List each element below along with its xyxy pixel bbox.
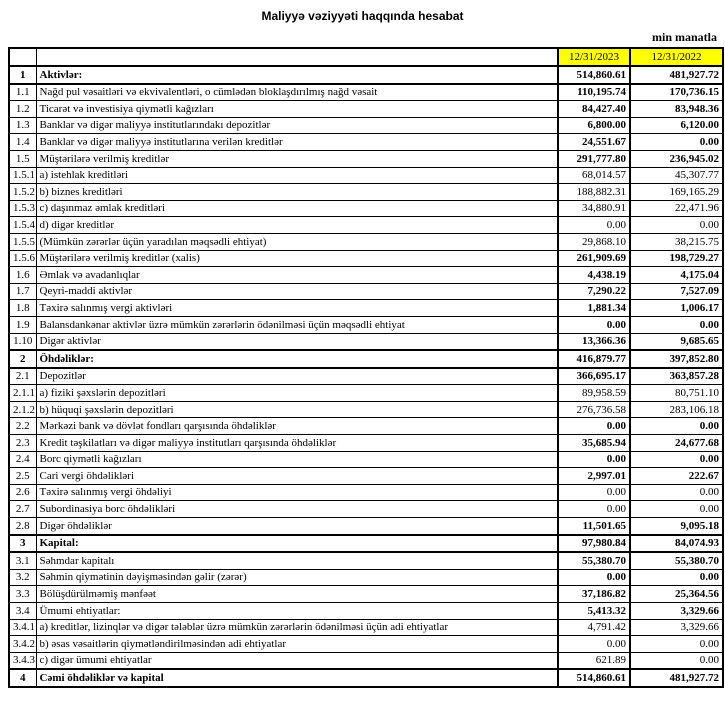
row-label: b) əsas vəsaitlərin qiymətləndirilməsindən adi ehtiyatlar <box>36 636 558 653</box>
row-label: Səhmdar kapitalı <box>36 552 558 569</box>
table-row <box>9 184 723 201</box>
table-row <box>9 468 723 485</box>
row-number: 3.2 <box>9 569 36 586</box>
row-number: 2.6 <box>9 484 36 501</box>
row-label: d) digər kreditlər <box>36 217 558 234</box>
row-number: 3.3 <box>9 586 36 603</box>
row-number: 1.2 <box>9 101 36 118</box>
header-label-cell <box>36 48 558 66</box>
value-2023: 68,014.57 <box>558 167 630 184</box>
value-2022: 0.00 <box>630 501 723 518</box>
row-label: a) kreditlər, lizinqlər və digər tələblər üzrə mümkün zərərlərin ödənilməsi üçün adi ehtiyatlar <box>36 619 558 636</box>
value-2023: 188,882.31 <box>558 184 630 201</box>
row-label: Ümumi ehtiyatlar: <box>36 603 558 620</box>
value-2022: 0.00 <box>630 134 723 151</box>
value-2023: 110,195.74 <box>558 84 630 101</box>
value-2023: 11,501.65 <box>558 518 630 535</box>
value-2023: 24,551.67 <box>558 134 630 151</box>
value-2023: 1,881.34 <box>558 300 630 317</box>
table-row <box>9 300 723 317</box>
table-row <box>9 619 723 636</box>
value-2022: 0.00 <box>630 451 723 468</box>
value-2023: 0.00 <box>558 484 630 501</box>
value-2022: 4,175.04 <box>630 267 723 284</box>
table-row <box>9 501 723 518</box>
row-label: b) biznes kreditləri <box>36 184 558 201</box>
row-number: 1.1 <box>9 84 36 101</box>
row-label: Səhmin qiymətinin dəyişməsindən gəlir (zərər) <box>36 569 558 586</box>
value-2023: 0.00 <box>558 217 630 234</box>
row-label: Təxirə salınmış vergi öhdəliyi <box>36 484 558 501</box>
value-2022: 481,927.72 <box>630 669 723 687</box>
value-2022: 3,329.66 <box>630 603 723 620</box>
table-row <box>9 586 723 603</box>
row-label: Müştərilərə verilmiş kreditlər (xalis) <box>36 250 558 267</box>
value-2023: 0.00 <box>558 569 630 586</box>
row-label: Mərkəzi bank və dövlət fondları qarşısında öhdəliklər <box>36 418 558 435</box>
value-2023: 13,366.36 <box>558 333 630 350</box>
value-2023: 7,290.22 <box>558 283 630 300</box>
value-2022: 24,677.68 <box>630 435 723 452</box>
column-header-2022: 12/31/2022 <box>630 48 723 66</box>
row-label: a) istehlak kreditləri <box>36 167 558 184</box>
value-2022: 80,751.10 <box>630 385 723 402</box>
table-row <box>9 669 723 687</box>
row-label: Borc qiymətli kağızları <box>36 451 558 468</box>
row-label: Müştərilərə verilmiş kreditlər <box>36 150 558 167</box>
row-number: 2.5 <box>9 468 36 485</box>
row-number: 4 <box>9 669 36 687</box>
row-number: 3.4.2 <box>9 636 36 653</box>
row-label: Cəmi öhdəliklər və kapital <box>36 669 558 687</box>
row-label: Təxirə salınmış vergi aktivləri <box>36 300 558 317</box>
value-2023: 366,695.17 <box>558 368 630 385</box>
row-label: Öhdəliklər: <box>36 350 558 368</box>
value-2022: 481,927.72 <box>630 66 723 84</box>
value-2022: 363,857.28 <box>630 368 723 385</box>
header-number-cell <box>9 48 36 66</box>
financial-position-table <box>8 47 724 688</box>
table-row <box>9 401 723 418</box>
table-row <box>9 66 723 84</box>
value-2023: 2,997.01 <box>558 468 630 485</box>
row-number: 1.6 <box>9 267 36 284</box>
value-2022: 7,527.09 <box>630 283 723 300</box>
row-label: Digər öhdəliklər <box>36 518 558 535</box>
value-2022: 9,095.18 <box>630 518 723 535</box>
row-number: 1.7 <box>9 283 36 300</box>
row-number: 1.5.5 <box>9 233 36 250</box>
table-row <box>9 167 723 184</box>
row-number: 1.4 <box>9 134 36 151</box>
row-label: c) daşınmaz əmlak kreditləri <box>36 200 558 217</box>
row-number: 1.10 <box>9 333 36 350</box>
row-number: 2 <box>9 350 36 368</box>
value-2023: 4,438.19 <box>558 267 630 284</box>
row-label: Banklar və digər maliyyə institutlarındakı depozitlər <box>36 117 558 134</box>
table-row <box>9 350 723 368</box>
row-number: 1.8 <box>9 300 36 317</box>
value-2023: 514,860.61 <box>558 669 630 687</box>
value-2023: 621.89 <box>558 652 630 669</box>
table-row <box>9 552 723 569</box>
value-2022: 236,945.02 <box>630 150 723 167</box>
value-2023: 37,186.82 <box>558 586 630 603</box>
row-number: 3.4.3 <box>9 652 36 669</box>
table-row <box>9 603 723 620</box>
row-label: Aktivlər: <box>36 66 558 84</box>
row-number: 1.5.6 <box>9 250 36 267</box>
row-number: 3.1 <box>9 552 36 569</box>
table-row <box>9 418 723 435</box>
value-2023: 35,685.94 <box>558 435 630 452</box>
value-2022: 6,120.00 <box>630 117 723 134</box>
row-number: 1.9 <box>9 316 36 333</box>
table-row <box>9 283 723 300</box>
value-2022: 1,006.17 <box>630 300 723 317</box>
value-2023: 261,909.69 <box>558 250 630 267</box>
value-2022: 222.67 <box>630 468 723 485</box>
row-label: Ticarət və investisiya qiymətli kağızları <box>36 101 558 118</box>
value-2023: 276,736.58 <box>558 401 630 418</box>
value-2023: 55,380.70 <box>558 552 630 569</box>
value-2022: 0.00 <box>630 418 723 435</box>
column-header-2023: 12/31/2023 <box>558 48 630 66</box>
page-title: Maliyyə vəziyyəti haqqında hesabat <box>261 9 464 23</box>
value-2023: 4,791.42 <box>558 619 630 636</box>
value-2022: 83,948.36 <box>630 101 723 118</box>
value-2023: 84,427.40 <box>558 101 630 118</box>
table-row <box>9 101 723 118</box>
row-number: 1.5 <box>9 150 36 167</box>
row-label: Depozitlər <box>36 368 558 385</box>
row-number: 1.3 <box>9 117 36 134</box>
value-2022: 25,364.56 <box>630 586 723 603</box>
row-number: 3 <box>9 535 36 553</box>
row-label: b) hüquqi şəxslərin depozitləri <box>36 401 558 418</box>
table-row <box>9 385 723 402</box>
row-number: 3.4 <box>9 603 36 620</box>
value-2023: 0.00 <box>558 451 630 468</box>
value-2023: 0.00 <box>558 636 630 653</box>
table-row <box>9 535 723 553</box>
table-row <box>9 636 723 653</box>
row-number: 2.3 <box>9 435 36 452</box>
value-2022: 0.00 <box>630 569 723 586</box>
row-number: 2.8 <box>9 518 36 535</box>
row-number: 1.5.4 <box>9 217 36 234</box>
value-2022: 0.00 <box>630 484 723 501</box>
row-number: 2.1 <box>9 368 36 385</box>
value-2022: 283,106.18 <box>630 401 723 418</box>
value-2022: 0.00 <box>630 217 723 234</box>
value-2023: 0.00 <box>558 316 630 333</box>
value-2022: 169,165.29 <box>630 184 723 201</box>
row-label: Kredit təşkilatları və digər maliyyə institutları qarşısında öhdəliklər <box>36 435 558 452</box>
value-2022: 38,215.75 <box>630 233 723 250</box>
value-2022: 0.00 <box>630 636 723 653</box>
row-label: (Mümkün zərərlər üçün yaradılan məqsədli ehtiyat) <box>36 233 558 250</box>
value-2022: 170,736.15 <box>630 84 723 101</box>
value-2023: 291,777.80 <box>558 150 630 167</box>
table-body <box>9 66 723 687</box>
table-row <box>9 316 723 333</box>
row-label: Bölüşdürülməmiş mənfəət <box>36 586 558 603</box>
value-2022: 84,074.93 <box>630 535 723 553</box>
row-number: 1.5.3 <box>9 200 36 217</box>
value-2022: 198,729.27 <box>630 250 723 267</box>
value-2023: 5,413.32 <box>558 603 630 620</box>
row-label: Subordinasiya borc öhdəlikləri <box>36 501 558 518</box>
table-row <box>9 652 723 669</box>
table-row <box>9 134 723 151</box>
value-2022: 3,329.66 <box>630 619 723 636</box>
value-2023: 416,879.77 <box>558 350 630 368</box>
row-number: 2.4 <box>9 451 36 468</box>
row-number: 1 <box>9 66 36 84</box>
value-2022: 0.00 <box>630 652 723 669</box>
table-row <box>9 518 723 535</box>
table-row <box>9 267 723 284</box>
row-label: c) digər ümumi ehtiyatlar <box>36 652 558 669</box>
table-row <box>9 117 723 134</box>
row-number: 1.5.2 <box>9 184 36 201</box>
value-2022: 9,685.65 <box>630 333 723 350</box>
value-2022: 55,380.70 <box>630 552 723 569</box>
table-row <box>9 451 723 468</box>
table-row <box>9 368 723 385</box>
table-header-row <box>9 48 723 66</box>
row-number: 3.4.1 <box>9 619 36 636</box>
value-2023: 34,880.91 <box>558 200 630 217</box>
table-row <box>9 250 723 267</box>
row-number: 2.1.2 <box>9 401 36 418</box>
value-2022: 45,307.77 <box>630 167 723 184</box>
table-row <box>9 233 723 250</box>
row-number: 1.5.1 <box>9 167 36 184</box>
value-2023: 6,800.00 <box>558 117 630 134</box>
value-2023: 97,980.84 <box>558 535 630 553</box>
table-row <box>9 333 723 350</box>
row-number: 2.7 <box>9 501 36 518</box>
row-label: Qeyri-maddi aktivlər <box>36 283 558 300</box>
row-label: Kapital: <box>36 535 558 553</box>
unit-note: min manatla <box>651 30 717 44</box>
value-2023: 514,860.61 <box>558 66 630 84</box>
row-label: Banklar və digər maliyyə institutlarına verilən kreditlər <box>36 134 558 151</box>
table-row <box>9 150 723 167</box>
value-2022: 397,852.80 <box>630 350 723 368</box>
row-label: Cari vergi öhdəlikləri <box>36 468 558 485</box>
value-2022: 22,471.96 <box>630 200 723 217</box>
row-label: Balansdankənar aktivlər üzrə mümkün zərərlərin ödənilməsi üçün məqsədli ehtiyat <box>36 316 558 333</box>
value-2023: 89,958.59 <box>558 385 630 402</box>
table-row <box>9 217 723 234</box>
value-2022: 0.00 <box>630 316 723 333</box>
row-label: Digər aktivlər <box>36 333 558 350</box>
row-number: 2.2 <box>9 418 36 435</box>
table-row <box>9 484 723 501</box>
row-label: a) fiziki şəxslərin depozitləri <box>36 385 558 402</box>
table-row <box>9 84 723 101</box>
table-row <box>9 569 723 586</box>
value-2023: 0.00 <box>558 418 630 435</box>
table-row <box>9 435 723 452</box>
table-row <box>9 200 723 217</box>
value-2023: 0.00 <box>558 501 630 518</box>
row-label: Əmlak və avadanlıqlar <box>36 267 558 284</box>
row-number: 2.1.1 <box>9 385 36 402</box>
value-2023: 29,868.10 <box>558 233 630 250</box>
row-label: Nağd pul vəsaitləri və ekvivalentləri, o cümlədən bloklaşdırılmış nağd vəsait <box>36 84 558 101</box>
